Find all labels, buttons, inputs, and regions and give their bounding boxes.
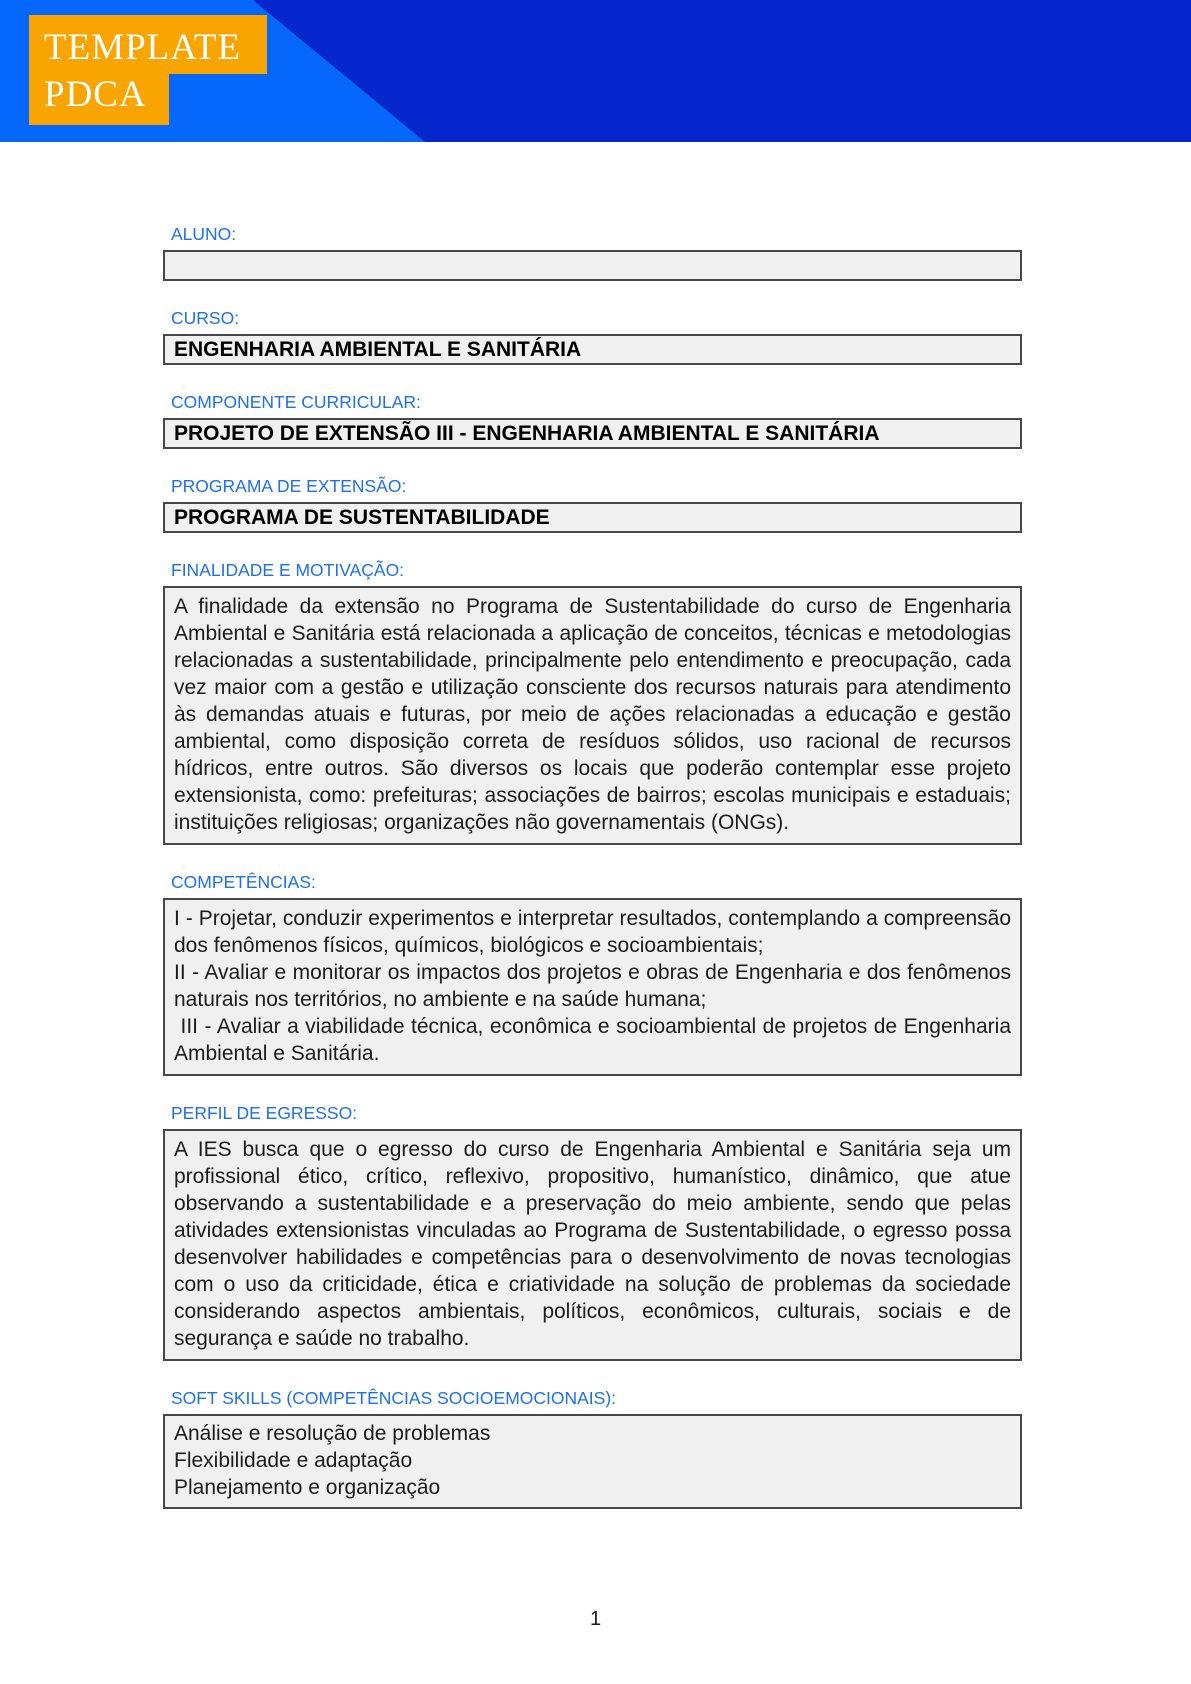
finalidade-motivacao-label: FINALIDADE E MOTIVAÇÃO: — [171, 560, 405, 580]
componente-curricular-field-box[interactable]: PROJETO DE EXTENSÃO III - ENGENHARIA AMBIENTAL E SANITÁRIA — [163, 418, 1022, 449]
soft-skill-line-1: Análise e resolução de problemas — [174, 1422, 491, 1445]
page-number: 1 — [589, 1608, 602, 1630]
badge-title-line2: PDCA — [29, 74, 169, 125]
aluno-label: ALUNO: — [171, 224, 237, 244]
componente-curricular-label: COMPONENTE CURRICULAR: — [171, 392, 421, 412]
section-perfil-egresso — [163, 1102, 1022, 1361]
section-programa-extensao — [163, 475, 1022, 533]
competencia-item-3: III - Avaliar a viabilidade técnica, econômica e socioambiental de projetos de Engenharia Ambiental e Sanitária. — [174, 1015, 1016, 1065]
competencias-label: COMPETÊNCIAS: — [171, 872, 316, 892]
header-banner — [0, 0, 1191, 142]
soft-skill-line-3: Planejamento e organização — [174, 1476, 441, 1499]
template-pdca-badge — [29, 15, 267, 125]
competencias-text-box[interactable] — [163, 898, 1022, 1076]
badge-title-line1: TEMPLATE — [29, 15, 267, 74]
programa-extensao-field-box[interactable]: PROGRAMA DE SUSTENTABILIDADE — [163, 502, 1022, 533]
soft-skills-text-box[interactable] — [163, 1414, 1022, 1509]
competencia-item-2: II - Avaliar e monitorar os impactos dos projetos e obras de Engenharia e dos fenômenos naturais nos territórios, no ambiente e na saúde humana; — [174, 961, 1017, 1011]
perfil-egresso-label: PERFIL DE EGRESSO: — [171, 1103, 358, 1123]
section-soft-skills — [163, 1387, 1022, 1509]
section-competencias — [163, 871, 1022, 1076]
finalidade-motivacao-text-box[interactable]: A finalidade da extensão no Programa de Sustentabilidade do curso de Engenharia Ambiental e Sanitária está relacionada a aplicação de conceitos, técnicas e metodologias relacionadas a sustentabilidade, principalmente pelo entendimento e preocupação, cada vez maior com a gestão e utilização consciente dos recursos naturais para atendimento às demandas atuais e futuras, por meio de ações relacionadas a educação e gestão ambiental, como disposição correta de resíduos sólidos, uso racional de recursos hídricos, entre outros. São diversos os locais que poderão contemplar esse projeto extensionista, como: prefeituras; associações de bairros; escolas municipais e estaduais; instituições religiosas; organizações não governamentais (ONGs). — [163, 586, 1022, 845]
curso-field-box[interactable]: ENGENHARIA AMBIENTAL E SANITÁRIA — [163, 334, 1022, 365]
soft-skill-line-2: Flexibilidade e adaptação — [174, 1449, 413, 1472]
programa-extensao-label: PROGRAMA DE EXTENSÃO: — [171, 476, 407, 496]
soft-skills-label: SOFT SKILLS (COMPETÊNCIAS SOCIOEMOCIONAIS): — [171, 1388, 617, 1408]
form-content — [163, 223, 1022, 1509]
competencia-item-1: I - Projetar, conduzir experimentos e interpretar resultados, contemplando a compreensão dos fenômenos físicos, químicos, biológicos e socioambientais; — [174, 907, 1017, 957]
aluno-field-box[interactable] — [163, 250, 1022, 281]
section-componente-curricular — [163, 391, 1022, 449]
section-curso — [163, 307, 1022, 365]
section-aluno — [163, 223, 1022, 281]
section-finalidade-motivacao — [163, 559, 1022, 845]
perfil-egresso-text-box[interactable]: A IES busca que o egresso do curso de Engenharia Ambiental e Sanitária seja um profissional ético, crítico, reflexivo, propositivo, humanístico, dinâmico, que atue observando a sustentabilidade e a preservação do meio ambiente, sendo que pelas atividades extensionistas vinculadas ao Programa de Sustentabilidade, o egresso possa desenvolver habilidades e competências para o desenvolvimento de novas tecnologias com o uso da criticidade, ética e criatividade na solução de problemas da sociedade considerando aspectos ambientais, políticos, econômicos, culturais, sociais e de segurança e saúde no trabalho. — [163, 1129, 1022, 1361]
curso-label: CURSO: — [171, 308, 240, 328]
